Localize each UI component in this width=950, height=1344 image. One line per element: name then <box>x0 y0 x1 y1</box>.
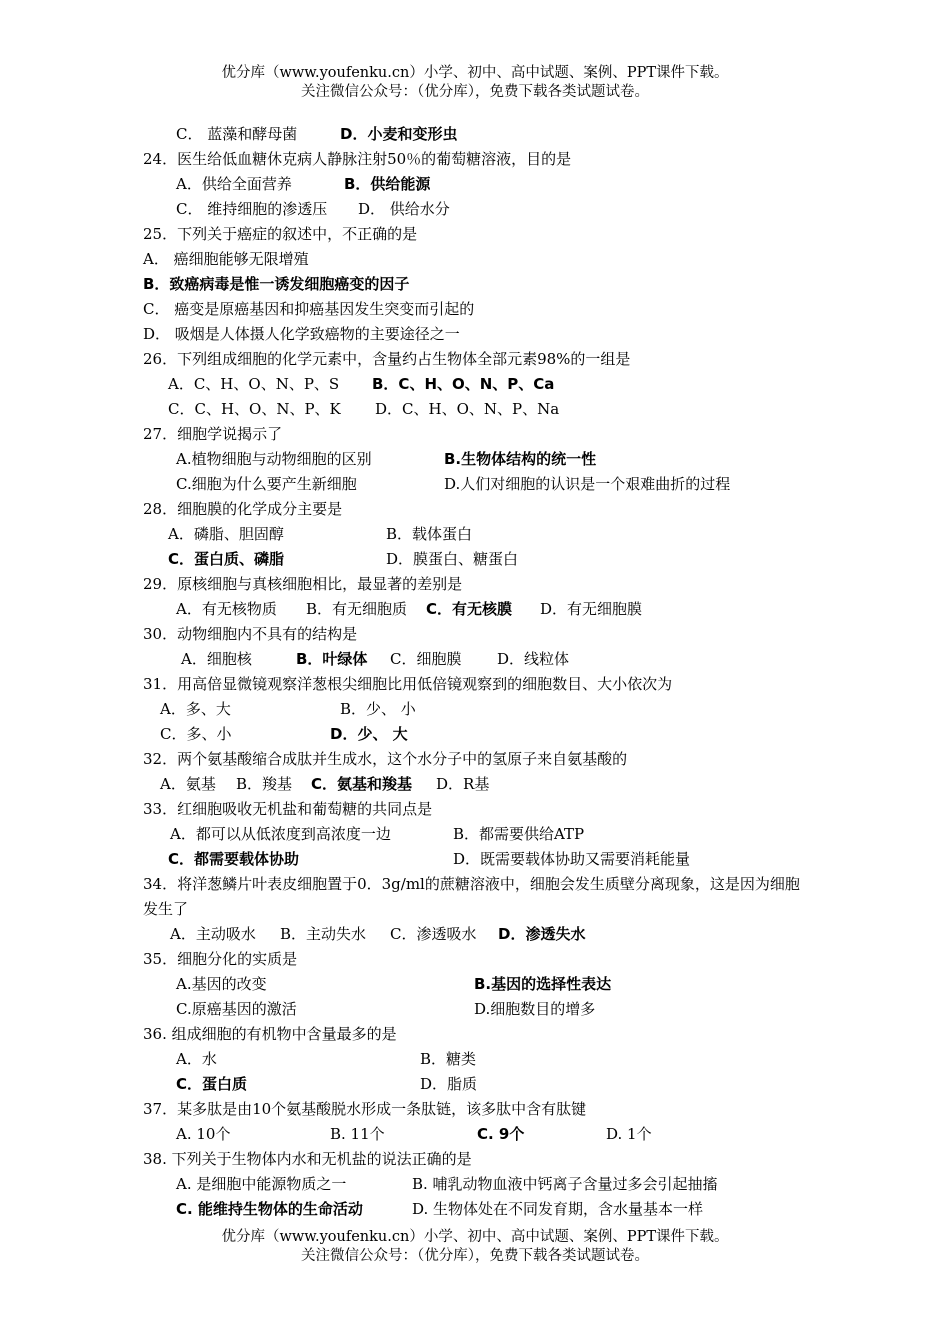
footer-line-2: 关注微信公众号：（优分库），免费下载各类试题试卷。 <box>301 1248 649 1264</box>
option-b: B. 哺乳动物血液中钙离子含量过多会引起抽搐 <box>412 1175 718 1193</box>
option-b-answer: B．供给能源 <box>344 175 431 193</box>
option-b-answer: B．叶绿体 <box>296 650 368 668</box>
question-25-stem: 25．下列关于癌症的叙述中，不正确的是 <box>143 225 418 243</box>
question-26-stem: 26．下列组成细胞的化学元素中，含量约占生物体全部元素98%的一组是 <box>143 350 631 368</box>
question-25-option-c: C． 癌变是原癌基因和抑癌基因发生突变而引起的 <box>143 300 475 318</box>
option-b: B. 11个 <box>330 1125 385 1143</box>
option-a: A. 10个 <box>176 1125 231 1143</box>
option-a: A．都可以从低浓度到高浓度一边 <box>170 825 391 843</box>
page-header <box>0 64 950 102</box>
option-a: A．有无核物质 <box>176 600 277 618</box>
option-b: B．主动失水 <box>280 925 367 943</box>
option-a: A．水 <box>176 1050 217 1068</box>
option-d: D． 供给水分 <box>358 200 450 218</box>
option-d-answer: D．渗透失水 <box>498 925 586 943</box>
option-c-answer: C．蛋白质、磷脂 <box>168 550 285 568</box>
option-d-answer: D．少、 大 <box>330 725 408 743</box>
option-c: C．多、小 <box>160 725 232 743</box>
option-d: D．R基 <box>436 775 490 793</box>
question-25-option-b-answer: B．致癌病毒是惟一诱发细胞癌变的因子 <box>143 275 410 293</box>
option-d: D．线粒体 <box>497 650 570 668</box>
question-30-stem: 30．动物细胞内不具有的结构是 <box>143 625 358 643</box>
option-b: B．少、 小 <box>340 700 416 718</box>
question-25-option-a: A． 癌细胞能够无限增殖 <box>143 250 309 268</box>
question-36-stem: 36. 组成细胞的有机物中含量最多的是 <box>143 1025 397 1043</box>
option-c-answer: C. 能维持生物体的生命活动 <box>176 1200 363 1218</box>
option-c: C.细胞为什么要产生新细胞 <box>176 475 357 493</box>
question-37-stem: 37．某多肽是由10个氨基酸脱水形成一条肽链，该多肽中含有肽键 <box>143 1100 587 1118</box>
option-a: A.基因的改变 <box>176 975 267 993</box>
option-a: A．多、大 <box>160 700 231 718</box>
option-b: B．糖类 <box>420 1050 477 1068</box>
option-b-answer: B．C、H、O、N、P、Ca <box>372 375 555 393</box>
header-line-2: 关注微信公众号：（优分库），免费下载各类试题试卷。 <box>301 84 649 100</box>
option-d: D．有无细胞膜 <box>540 600 643 618</box>
option-d: D. 生物体处在不同发育期，含水量基本一样 <box>412 1200 704 1218</box>
option-c: C.原癌基因的激活 <box>176 1000 297 1018</box>
option-a: A．主动吸水 <box>170 925 256 943</box>
option-a: A. 是细胞中能源物质之一 <box>176 1175 347 1193</box>
option-a: A.植物细胞与动物细胞的区别 <box>176 450 372 468</box>
option-a: A．供给全面营养 <box>176 175 292 193</box>
option-b-answer: B.生物体结构的统一性 <box>444 450 597 468</box>
question-34-stem: 34．将洋葱鳞片叶表皮细胞置于0．3g/ml的蔗糖溶液中，细胞会发生质壁分离现象，这是因为细胞发生了 <box>143 875 800 918</box>
question-29-stem: 29．原核细胞与真核细胞相比，最显著的差别是 <box>143 575 463 593</box>
question-38-stem: 38. 下列关于生物体内水和无机盐的说法正确的是 <box>143 1150 472 1168</box>
question-25-option-d: D． 吸烟是人体摄人化学致癌物的主要途径之一 <box>143 325 460 343</box>
option-a: A．氨基 <box>160 775 216 793</box>
option-b: B．载体蛋白 <box>386 525 473 543</box>
option-a: A．C、H、O、N、P、S <box>168 375 340 393</box>
question-33-stem: 33．红细胞吸收无机盐和葡萄糖的共同点是 <box>143 800 433 818</box>
option-c: C．细胞膜 <box>390 650 462 668</box>
question-31-stem: 31．用高倍显微镜观察洋葱根尖细胞比用低倍镜观察到的细胞数目、大小依次为 <box>143 675 673 693</box>
question-35-stem: 35．细胞分化的实质是 <box>143 950 298 968</box>
option-d: D．C、H、O、N、P、Na <box>375 400 560 418</box>
option-a: A．细胞核 <box>181 650 252 668</box>
header-line-1: 优分库（www.youfenku.cn）小学、初中、高中试题、案例、PPT课件下载。 <box>221 65 729 81</box>
option-c: C．渗透吸水 <box>390 925 477 943</box>
question-28-stem: 28．细胞膜的化学成分主要是 <box>143 500 343 518</box>
option-d: D.细胞数目的增多 <box>474 1000 596 1018</box>
option-d: D．脂质 <box>420 1075 478 1093</box>
option-c: C． 维持细胞的渗透压 <box>176 200 328 218</box>
option-c-answer: C．蛋白质 <box>176 1075 248 1093</box>
option-b: B．有无细胞质 <box>306 600 408 618</box>
option-b: B．都需要供给ATP <box>453 825 585 843</box>
question-27-stem: 27．细胞学说揭示了 <box>143 425 283 443</box>
question-24-stem: 24．医生给低血糖休克病人静脉注射50％的葡萄糖溶液，目的是 <box>143 150 572 168</box>
option-b: B．羧基 <box>236 775 293 793</box>
option-d: D．既需要载体协助又需要消耗能量 <box>453 850 691 868</box>
option-c: C．C、H、O、N、P、K <box>168 400 341 418</box>
option-d-answer: D．小麦和变形虫 <box>340 125 458 143</box>
option-c-answer: C．都需要载体协助 <box>168 850 300 868</box>
option-d: D．膜蛋白、糖蛋白 <box>386 550 519 568</box>
option-c-answer: C．有无核膜 <box>426 600 513 618</box>
option-b-answer: B.基因的选择性表达 <box>474 975 612 993</box>
option-d: D.人们对细胞的认识是一个艰难曲折的过程 <box>444 475 731 493</box>
option-c-answer: C. 9个 <box>477 1125 525 1143</box>
page-footer <box>0 1228 950 1266</box>
option-a: A．磷脂、胆固醇 <box>168 525 284 543</box>
question-32-stem: 32．两个氨基酸缩合成肽并生成水，这个水分子中的氢原子来自氨基酸的 <box>143 750 628 768</box>
footer-line-1: 优分库（www.youfenku.cn）小学、初中、高中试题、案例、PPT课件下载。 <box>221 1229 729 1245</box>
option-d: D. 1个 <box>606 1125 652 1143</box>
option-c-answer: C．氨基和羧基 <box>311 775 413 793</box>
option-c: C． 蓝藻和酵母菌 <box>176 125 298 143</box>
